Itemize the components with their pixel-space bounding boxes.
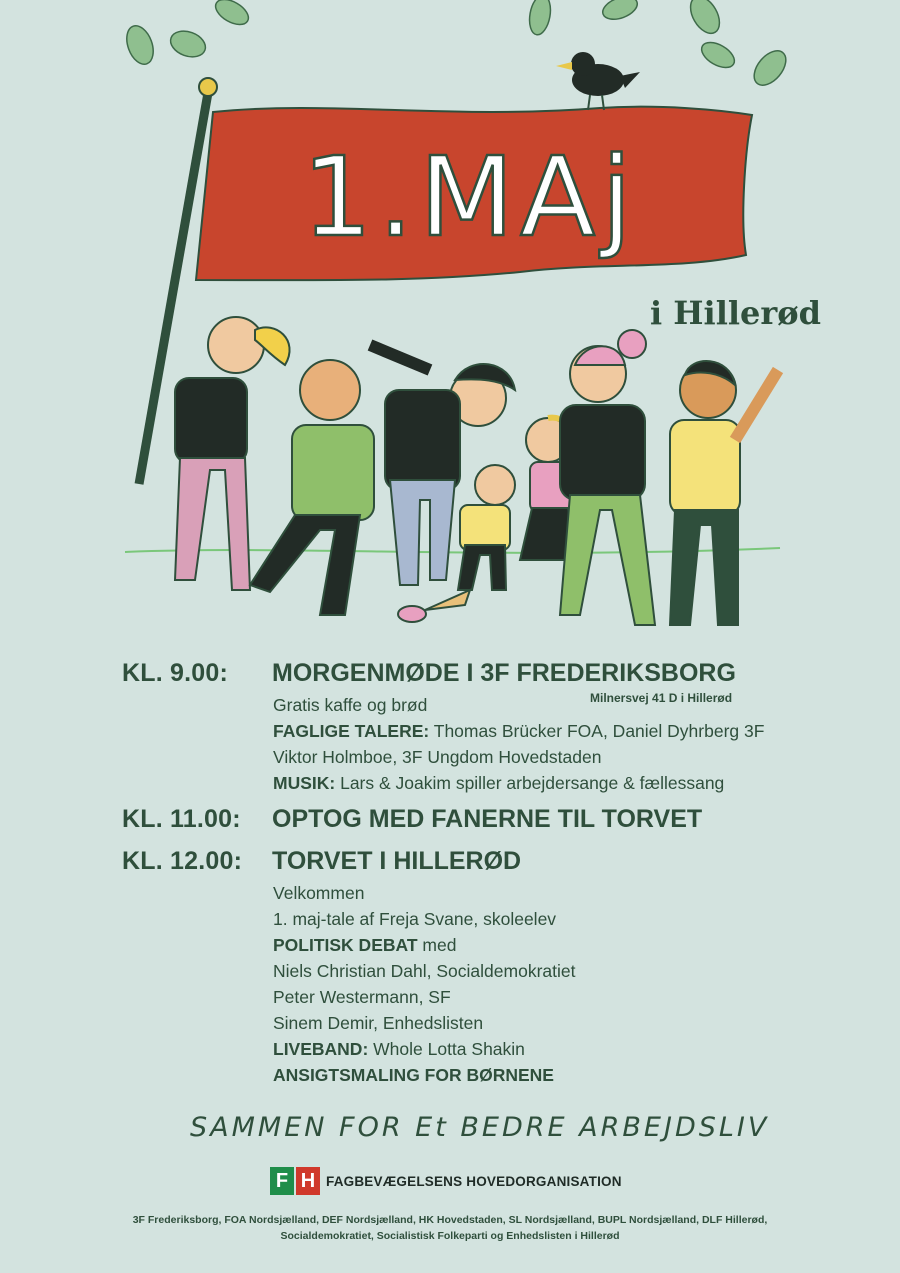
- fh-logo: [270, 1165, 622, 1197]
- detail-line: 1. maj-tale af Freja Svane, skoleelev: [273, 909, 557, 929]
- detail-line: Velkommen: [273, 883, 365, 903]
- leaves-decoration: [122, 0, 792, 91]
- slogan: SAMMEN FOR Et BEDRE ARBEJDSLIV: [190, 1112, 770, 1143]
- detail-line: Peter Westermann, SF: [273, 987, 451, 1007]
- detail-line: POLITISK DEBAT med: [273, 935, 457, 955]
- fh-logo-h: H: [296, 1167, 320, 1195]
- footer-line-2: Socialdemokratiet, Socialistisk Folkeparti og Enhedslisten i Hillerød: [280, 1230, 620, 1242]
- flag-pole-knob: [199, 78, 217, 96]
- time-label: KL. 9.00:: [122, 659, 228, 687]
- detail-line: Sinem Demir, Enhedslisten: [273, 1013, 484, 1033]
- detail-line: Gratis kaffe og brød: [273, 695, 428, 715]
- detail-line: Viktor Holmboe, 3F Ungdom Hovedstaden: [273, 747, 602, 767]
- event-heading: TORVET I HILLERØD: [272, 847, 522, 875]
- event-heading: OPTOG MED FANERNE TIL TORVET: [272, 805, 703, 833]
- time-label: KL. 12.00:: [122, 847, 243, 875]
- detail-line: Niels Christian Dahl, Socialdemokratiet: [273, 961, 576, 981]
- time-label: KL. 11.00:: [122, 805, 241, 833]
- poster-subtitle: i Hillerød: [650, 294, 821, 332]
- event-address: Milnersvej 41 D i Hillerød: [590, 691, 733, 705]
- footer-line-1: 3F Frederiksborg, FOA Nordsjælland, DEF Nordsjælland, HK Hovedstaden, SL Nordsjælland, BUPL Nordsjælland, DLF Hillerød,: [132, 1214, 768, 1226]
- event-heading: MORGENMØDE I 3F FREDERIKSBORG: [272, 659, 736, 687]
- fh-logo-f: F: [270, 1167, 294, 1195]
- detail-line: MUSIK: Lars & Joakim spiller arbejdersange & fællessang: [273, 773, 725, 793]
- bird-icon: [556, 52, 640, 110]
- people-illustration: [175, 317, 778, 625]
- organisation-name: FAGBEVÆGELSENS HOVEDORGANISATION: [326, 1173, 622, 1189]
- detail-line: ANSIGTSMALING FOR BØRNENE: [273, 1065, 554, 1085]
- detail-line: LIVEBAND: Whole Lotta Shakin: [273, 1039, 525, 1059]
- poster-title: 1.MAj: [302, 133, 638, 261]
- detail-line: FAGLIGE TALERE: Thomas Brücker FOA, Daniel Dyhrberg 3F: [273, 721, 765, 741]
